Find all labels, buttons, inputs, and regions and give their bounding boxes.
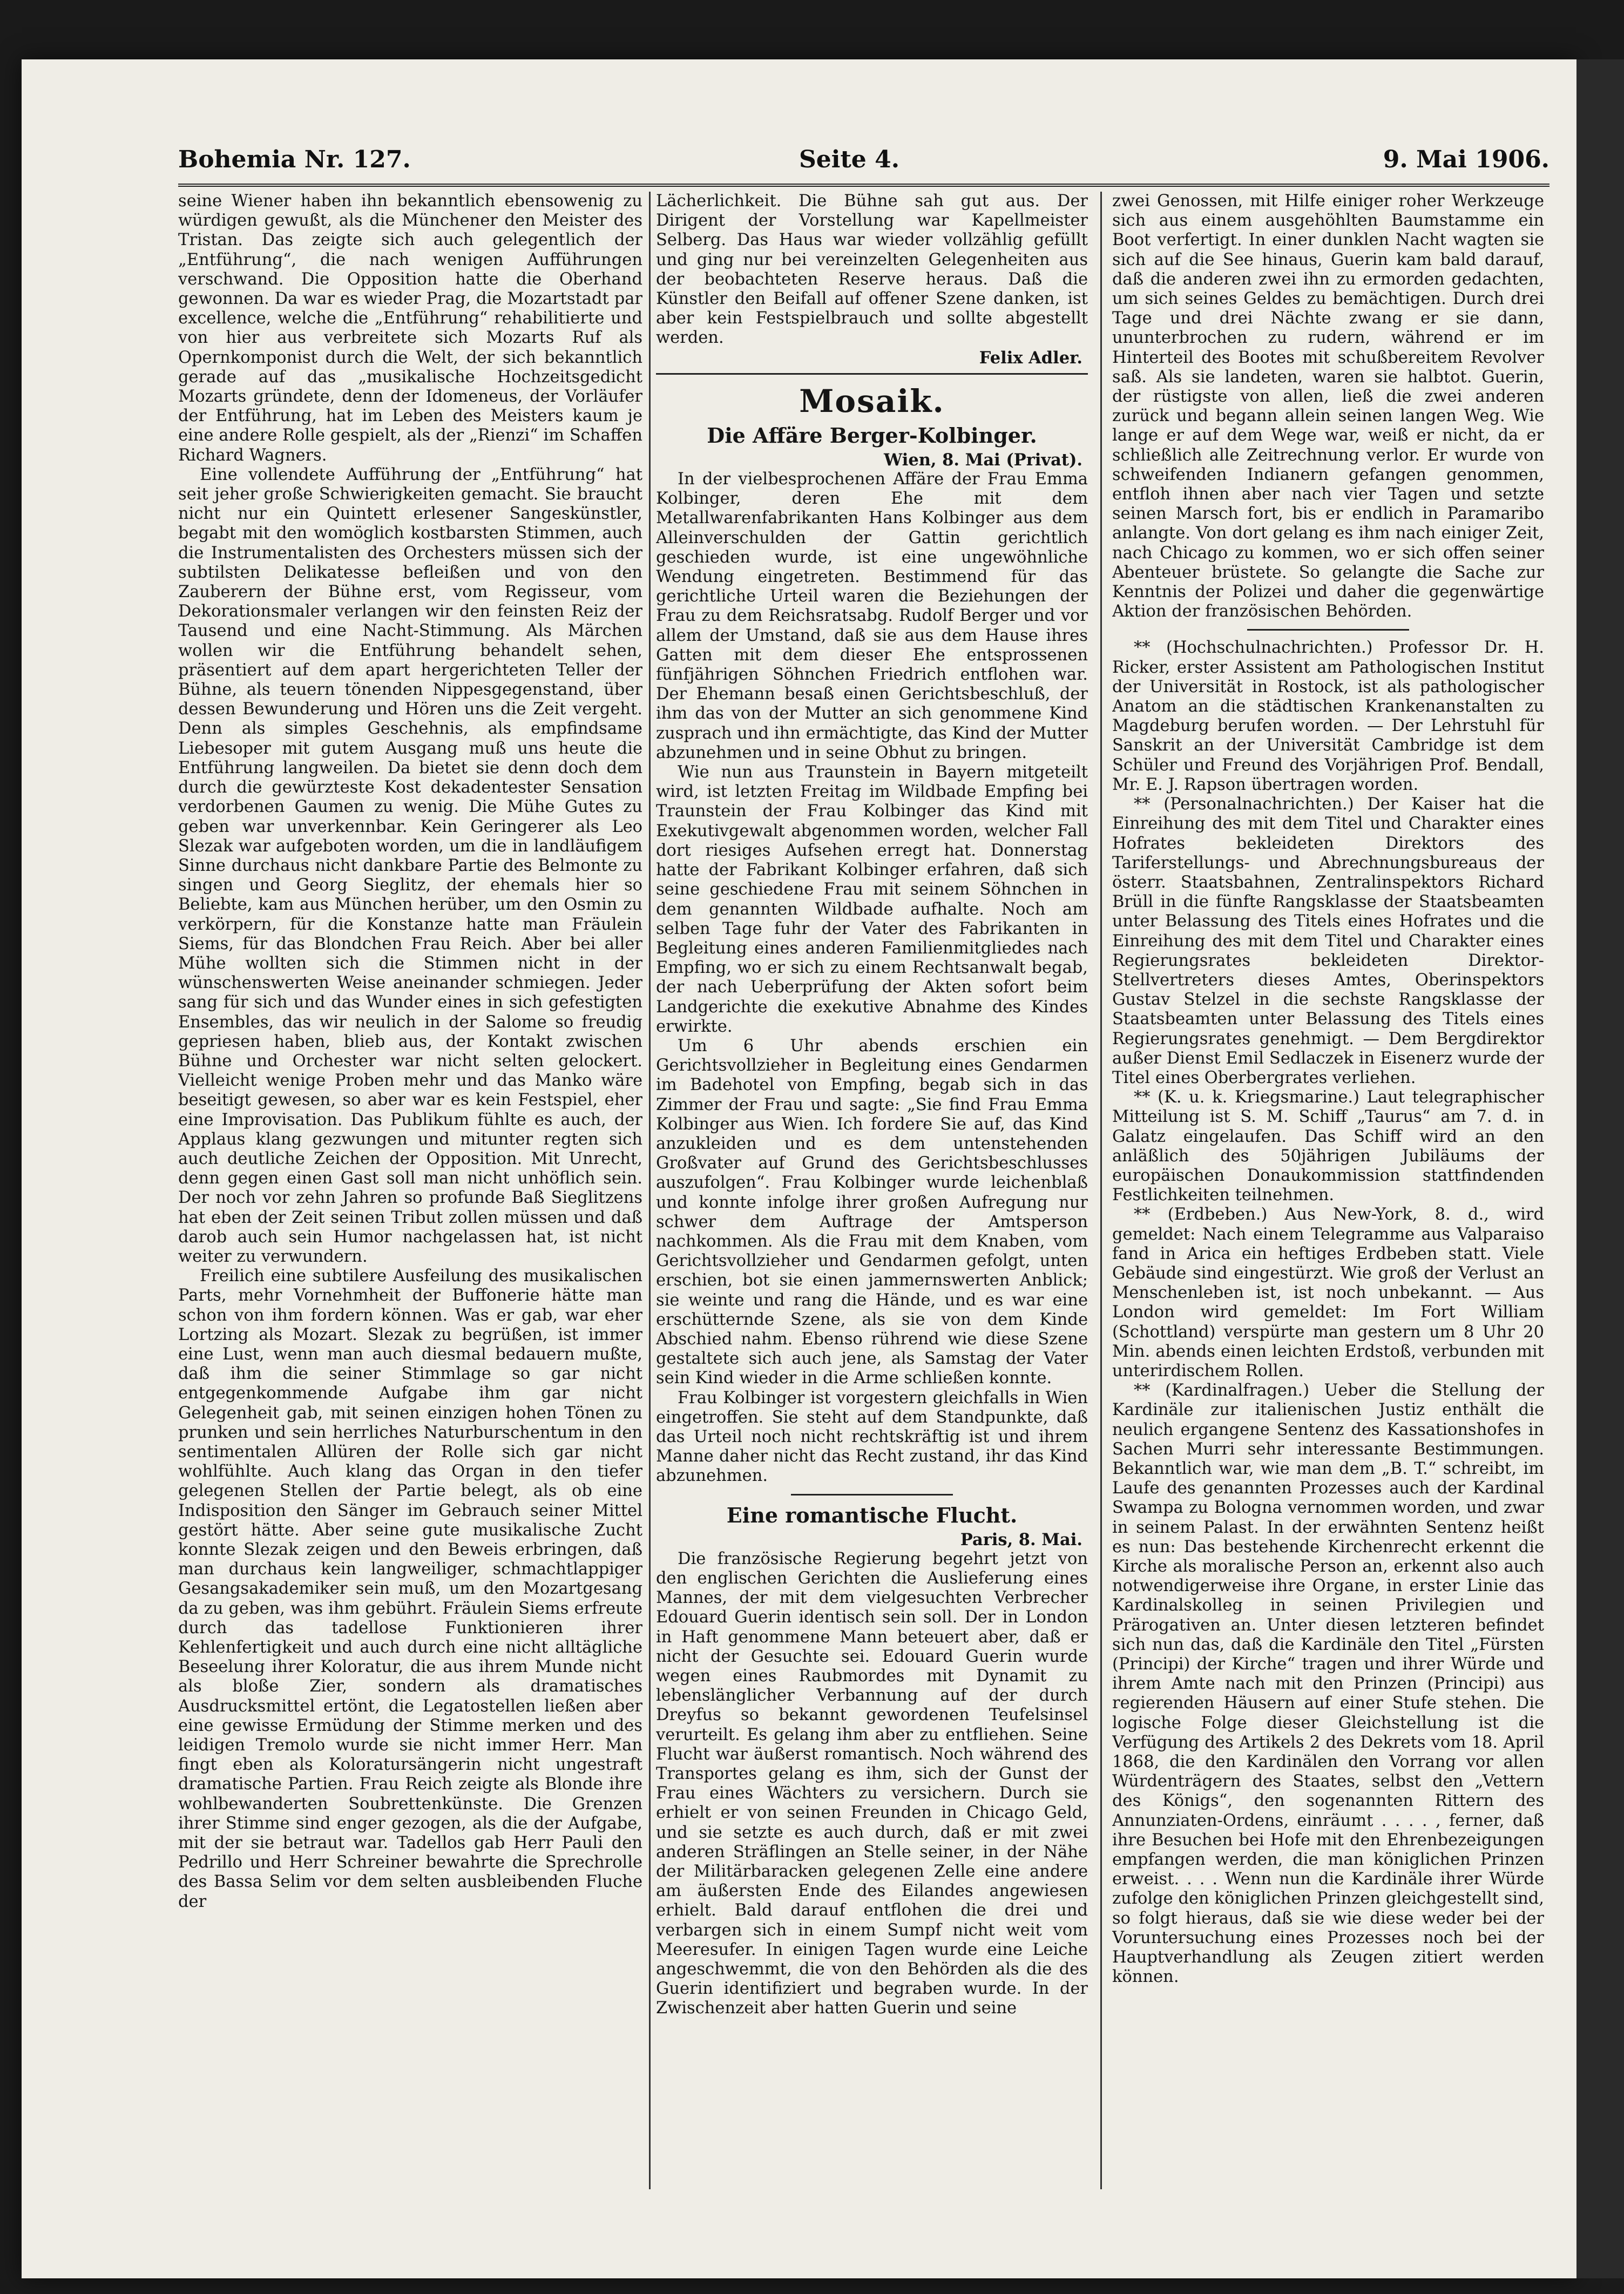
notes-divider [1247,629,1409,631]
news-note: ** (Personalnachrichten.) Der Kaiser hat die Einreihung des mit dem Titel und Charakter eines Hofrates bekleideten Direktors des Tariferstellungs- und Abrechnungsbureaus der österr. Staatsbahnen, Zentralinspektors Richard Brüll in die fünfte Rangsklasse der Staatsbeamten unter Belassung des Titels eines Hofrates und die Einreihung des mit dem Titel und Charakter eines Regierungsrates bekleideten Direktor-Stellvertreters dieses Amtes, Oberinspektors Gustav Stelzel in die sechste Rangsklasse der Staatsbeamten unter Belassung des Titels eines Regierungsrates genehmigt. — Dem Bergdirektor außer Dienst Emil Sedlaczek in Eisenerz wurde der Titel eines Oberbergrates verliehen. [1112,795,1544,1087]
review-signature: Felix Adler. [979,348,1082,368]
news-note: ** (Hochschulnachrichten.) Professor Dr. H. Ricker, erster Assistent am Pathologischen Institut der Universität in Rostock, ist als pathologischer Anatom an die städtischen Krankenanstalten zu Magdeburg berufen worden. — Der Lehrstuhl für Sanskrit an der Universität Cambridge ist dem Schüler und Freund des Vorjährigen Prof. Bendall, Mr. E. J. Rapson übertragen worden. [1112,638,1544,794]
article-paragraph: Die französische Regierung begehrt jetzt von den englischen Gerichten die Auslieferung eines Mannes, der mit dem vielgesuchten Verbrecher Edouard Guerin identisch sein soll. Der in London in Haft genommene Mann beteuert aber, daß er nicht der Gesuchte sei. Edouard Guerin wurde wegen eines Raubmordes mit Dynamit zu lebenslänglicher Verbannung auf der durch Dreyfus so bekannt gewordenen Teufelsinsel verurteilt. Es gelang ihm aber zu entfliehen. Seine Flucht war äußerst romantisch. Noch während des Transportes gelang es ihm, sich der Gunst der Frau eines Wächters zu versichern. Durch sie erhielt er von seinen Freunden in Chicago Geld, und sie setzte es auch durch, daß er mit zwei anderen Sträflingen an Stelle seiner, in der Nähe der Militärbaracken gelegenen Zelle eine andere am äußersten Ende des Eilandes angewiesen erhielt. Bald darauf entflohen die drei und verbargen sich in einem Sumpf nicht weit vom Meeresufer. In einigen Tagen wurde eine Leiche angeschwemmt, die von den Behörden als die des Guerin identifiziert und begraben wurde. In der Zwischenzeit aber hatten Guerin und seine [656,1549,1088,2018]
article-continuation: zwei Genossen, mit Hilfe einiger roher Werkzeuge sich aus einem ausgehöhlten Baumstamme ein Boot verfertigt. In einer dunklen Nacht wagten sie sich auf die See hinaus, Guerin kam bald darauf, daß die anderen zwei ihn zu ermorden gedachten, um sich seines Geldes zu bemächtigen. Durch drei Tage und drei Nächte zwang er sie dann, ununterbrochen zu rudern, während er im Hinterteil des Bootes mit schußbereitem Revolver saß. Als sie landeten, waren sie halbtot. Guerin, der rüstigste von allen, ließ die zwei anderen zurück und begann allein seinen langen Weg. Wie lange er auf dem Wege war, weiß er nicht, da er schließlich alle Zeitrechnung verlor. Er wurde von schweifenden Indianern gefangen genommen, entfloh ihnen aber nach vier Tagen und setzte seinen Marsch fort, bis er endlich in Paramaribo anlangte. Von dort gelang es ihm nach einiger Zeit, nach Chicago zu kommen, wo er sich offen seiner Abenteuer brüstete. So gelangte die Sache zur Kenntnis der Polizei und daher die gegenwärtige Aktion der französischen Behörden. [1112,192,1544,621]
section-title: Mosaik. [799,382,945,419]
article-paragraph: Frau Kolbinger ist vorgestern gleichfalls in Wien eingetroffen. Sie steht auf dem Standpunkte, daß das Urteil noch nicht rechtskräftig ist und ihrem Manne daher nicht das Recht zustand, ihr das Kind abzunehmen. [656,1388,1088,1486]
column-1-paragraph: Eine vollendete Aufführung der „Entführung“ hat seit jeher große Schwierigkeiten gemacht. Sie braucht nicht nur ein Quintett erlesener Sangeskünstler, begabt mit den womöglich kostbarsten Stimmen, auch die Instrumentalisten des Orchesters müssen sich der subtilsten Delikatesse befleißen und von den Zauberern der Bühne erst, vom Regisseur, vom Dekorationsmaler verlangen wir den feinsten Reiz der Tausend und eine Nacht-Stimmung. Als Märchen wollen wir die Entführung behandelt sehen, präsentiert auf dem apart hergerichteten Teller der Bühne, als teuern tönenden Nippesgegenstand, über dessen Bewunderung und Hören uns die Zeit vergeht. Denn als simples Geschehnis, als empfindsame Liebesoper mit gutem Ausgang muß uns heute die Entführung langweilen. Da bietet sie denn doch dem durch die gewürzteste Kost dekadentester Sensation verdorbenen Gaumen zu wenig. Die Mühe Gutes zu geben war unverkennbar. Kein Geringerer als Leo Slezak war aufgeboten worden, um die in landläufigem Sinne durchaus nicht dankbare Partie des Belmonte zu singen und Georg Sieglitz, der ehemals hier so Beliebte, kam aus München herüber, um den Osmin zu verkörpern, für die Konstanze hatte man Fräulein Siems, für das Blondchen Frau Reich. Aber bei aller Mühe wollten sich die Stimmen nicht in der wünschenswerten Weise aneinander schmiegen. Jeder sang für sich und das Wunder eines in sich gefestigten Ensembles, das wir neulich in der Salome so freudig gepriesen haben, blieb aus, der Kontakt zwischen Bühne und Orchester war nicht selten gelockert. Vielleicht wenige Proben mehr und das Manko wäre beseitigt gewesen, so aber war es kein Festspiel, eher eine Improvisation. Das Publikum fühlte es auch, der Applaus klang gezwungen und mitunter regten sich auch deutliche Zeichen der Opposition. Mit Unrecht, denn gegen einen Gast soll man nicht unhöflich sein. Der noch vor zehn Jahren so profunde Baß Sieglitzens hat eben der Zeit seinen Tribut zollen müssen und daß darob auch sein Humor nachgelassen hat, ist nicht weiter zu verwundern. [178,465,642,1266]
news-note: ** (K. u. k. Kriegsmarine.) Laut telegraphischer Mitteilung ist S. M. Schiff „Taurus“ am 7. d. in Galatz eingelaufen. Das Schiff wird an den anläßlich des 50jährigen Jubiläums der europäischen Donaukommission stattfindenden Festlichkeiten teilnehmen. [1112,1088,1544,1205]
issue-date: 9. Mai 1906. [1383,146,1549,173]
article-title: Eine romantische Flucht. [726,1503,1018,1527]
page-header [178,146,1549,187]
column-3 [1112,192,1544,2195]
column-2 [656,192,1088,2195]
page-number: Seite 4. [799,146,900,173]
column-rule-2 [1100,192,1102,2189]
review-ending: Lächerlichkeit. Die Bühne sah gut aus. Der Dirigent der Vorstellung war Kapellmeister Selberg. Das Haus war wieder vollzählig gefüllt und ging nur bei vereinzelten Gelegenheiten aus der beobachteten Reserve heraus. Daß die Künstler den Beifall auf offener Szene danken, ist aber kein Festspielbrauch und sollte abgestellt werden. [656,192,1088,348]
column-rule-1 [649,192,651,2189]
section-divider [656,373,1088,375]
scan-margin [1576,59,1624,2278]
article-paragraph: Um 6 Uhr abends erschien ein Gerichtsvollzieher in Begleitung eines Gendarmen im Badehotel von Empfing, begab sich in das Zimmer der Frau und sagte: „Sie find Frau Emma Kolbinger aus Wien. Ich fordere Sie auf, das Kind anzukleiden und es dem untenstehenden Großvater auf Grund des Gerichtsbeschlusses auszufolgen“. Frau Kolbinger wurde leichenblaß und konnte infolge ihrer großen Aufregung nur schwer dem Auftrage der Amtsperson nachkommen. Als die Frau mit dem Knaben, vom Gerichtsvollzieher und Gendarmen gefolgt, unten erschien, bot sie einen jammernswerten Anblick; sie weinte und rang die Hände, und es war eine erschütternde Szene, als sie von dem Kinde Abschied nahm. Ebenso rührend wie diese Szene gestaltete sich auch jene, als Samstag der Vater sein Kind wieder in die Arme schließen konnte. [656,1036,1088,1388]
article-title: Die Affäre Berger-Kolbinger. [707,423,1037,448]
column-1 [178,192,642,2195]
article-divider [791,1494,953,1496]
column-1-paragraph: Freilich eine subtilere Ausfeilung des musikalischen Parts, mehr Vornehmheit der Buffonerie hätte man schon von ihm fordern können. Was er gab, war eher Lortzing als Mozart. Slezak zu begrüßen, ist immer eine Lust, wenn man auch diesmal bedauern mußte, daß ihm die seiner Stimmlage so gar nicht entgegenkommende Aufgabe ihm gar nicht Gelegenheit gab, mit seinen einzigen hohen Tönen zu prunken und sein herrliches Naturburschentum in den sentimentalen Allüren der Rolle sich gar nicht wohlfühlte. Auch klang das Organ in den tiefer gelegenen Stellen der Partie belegt, als ob eine Indisposition den Sänger im Gebrauch seiner Mittel gestört hätte. Aber seine gute musikalische Zucht konnte Slezak zeigen und den Beweis erbringen, daß man durchaus kein langweiliger, schmachtlappiger Gesangsakademiker sein muß, um den Mozartgesang da zu geben, was ihm gebührt. Fräulein Siems erfreute durch das tadellose Funktionieren ihrer Kehlenfertigkeit und auch durch eine nicht alltägliche Beseelung ihrer Koloratur, die aus ihrem Munde nicht als bloße Zier, sondern als dramatisches Ausdrucksmittel ertönt, die Legatostellen ließen aber eine gewisse Ermüdung der Stimme merken und des leidigen Tremolo wurde sie nicht immer Herr. Man fingt eben als Koloratursängerin nicht ungestraft dramatische Partien. Frau Reich zeigte als Blonde ihre wohlbewanderten Soubrettenkünste. Die Grenzen ihrer Stimme sind enger gezogen, als die der Aufgabe, mit der sie betraut war. Tadellos gab Herr Pauli den Pedrillo und Herr Schreiner bewahrte die Sprechrolle des Bassa Selim vor dem selten ausbleibenden Fluche der [178,1267,642,1911]
article-paragraph: In der vielbesprochenen Affäre der Frau Emma Kolbinger, deren Ehe mit dem Metallwarenfabrikanten Hans Kolbinger aus dem Alleinverschulden der Gattin gerichtlich geschieden wurde, ist eine ungewöhnliche Wendung eingetreten. Bestimmend für das gerichtliche Urteil waren die Beziehungen der Frau zu dem Reichsratsabg. Rudolf Berger und vor allem der Umstand, daß sie aus dem Hause ihres Gatten mit dem dieser Ehe entsprossenen fünfjährigen Söhnchen Friedrich entflohen war. Der Ehemann besaß einen Gerichtsbeschluß, der ihm das von der Mutter an sich genommene Kind zusprach und ihn ermächtigte, das Kind der Mutter abzunehmen und in seine Obhut zu bringen. [656,470,1088,762]
paper-title: Bohemia Nr. 127. [178,146,411,173]
article-dateline: Wien, 8. Mai (Privat). [884,450,1082,470]
news-note: ** (Kardinalfragen.) Ueber die Stellung der Kardinäle zur italienischen Justiz enthält die neulich ergangene Sentenz des Kassationshofes in Sachen Murri sehr interessante Bestimmungen. Bekanntlich war, wie man dem „B. T.“ schreibt, im Laufe des genannten Prozesses auch der Kardinal Swampa zu Bologna vernommen worden, und zwar in seinem Palast. In der erwähnten Sentenz heißt es nun: Das bestehende Kirchenrecht erkennt die Kirche als moralische Person an, erkennt also auch notwendigerweise ihre Organe, in erster Linie das Kardinalskolleg in seinen Privilegien und Prärogativen an. Unter diesen letzteren befindet sich nun das, daß die Kardinäle den Titel „Fürsten (Principi) der Kirche“ tragen und ihrer Würde und ihrem Amte nach mit den Prinzen (Principi) aus regierenden Häusern auf einer Stufe stehen. Die logische Folge dieser Gleichstellung ist die Verfügung des Artikels 2 des Dekrets vom 18. April 1868, die den Kardinälen den Vorrang vor allen Würdenträgern des Staates, selbst den „Vettern des Königs“, den sogenannten Rittern des Annunziaten-Ordens, einräumt . . . . , ferner, daß ihre Besuchen bei Hofe mit den Ehrenbezeigungen empfangen werden, die man königlichen Prinzen erweist. . . . Wenn nun die Kardinäle ihrer Würde zufolge den königlichen Prinzen gleichgestellt sind, so folgt hieraus, daß sie wie diese weder bei der Voruntersuchung eines Prozesses noch bei der Hauptverhandlung als Zeugen zitiert werden können. [1112,1381,1544,1987]
column-1-paragraph: seine Wiener haben ihn bekanntlich ebensowenig zu würdigen gewußt, als die Münchener den Meister des Tristan. Das zeigte sich auch gelegentlich der „Entführung“, die nach wenigen Aufführungen verschwand. Die Opposition hatte die Oberhand gewonnen. Da war es wieder Prag, die Mozartstadt par excellence, welche die „Entführung“ rehabilitierte und von hier aus verbreitete sich Mozarts Ruf als Opernkomponist durch die Welt, der sich bekanntlich gerade auf das „musikalische Hochzeitsgedicht Mozarts gründete, denn der Idomeneus, der Vorläufer der Entführung, hat im Leben des Meisters kaum je eine andere Rolle gespielt, als der „Rienzi“ im Schaffen Richard Wagners. [178,192,642,465]
article-dateline: Paris, 8. Mai. [960,1530,1082,1549]
article-paragraph: Wie nun aus Traunstein in Bayern mitgeteilt wird, ist letzten Freitag im Wildbade Empfing bei Traunstein der Frau Kolbinger das Kind mit Exekutivgewalt abgenommen worden, welcher Fall dort riesiges Aufsehen erregt hat. Donnerstag hatte der Fabrikant Kolbinger erfahren, daß sich seine geschiedene Frau mit seinem Söhnchen in dem genannten Wildbade aufhalte. Noch am selben Tage fuhr der Vater des Fabrikanten in Begleitung eines anderen Familienmitgliedes nach Empfing, wo er sich zu einem Rechtsanwalt begab, der nach Ueberprüfung der Akten sofort beim Landgerichte die exekutive Abnahme des Kindes erwirkte. [656,763,1088,1036]
news-note: ** (Erdbeben.) Aus New-York, 8. d., wird gemeldet: Nach einem Telegramme aus Valparaiso fand in Arica ein heftiges Erdbeben statt. Viele Gebäude sind eingestürzt. Wie groß der Verlust an Menschenleben ist, ist noch unbekannt. — Aus London wird gemeldet: Im Fort William (Schottland) verspürte man gestern um 8 Uhr 20 Min. abends einen leichten Erdstoß, verbunden mit unterirdischem Rollen. [1112,1205,1544,1381]
